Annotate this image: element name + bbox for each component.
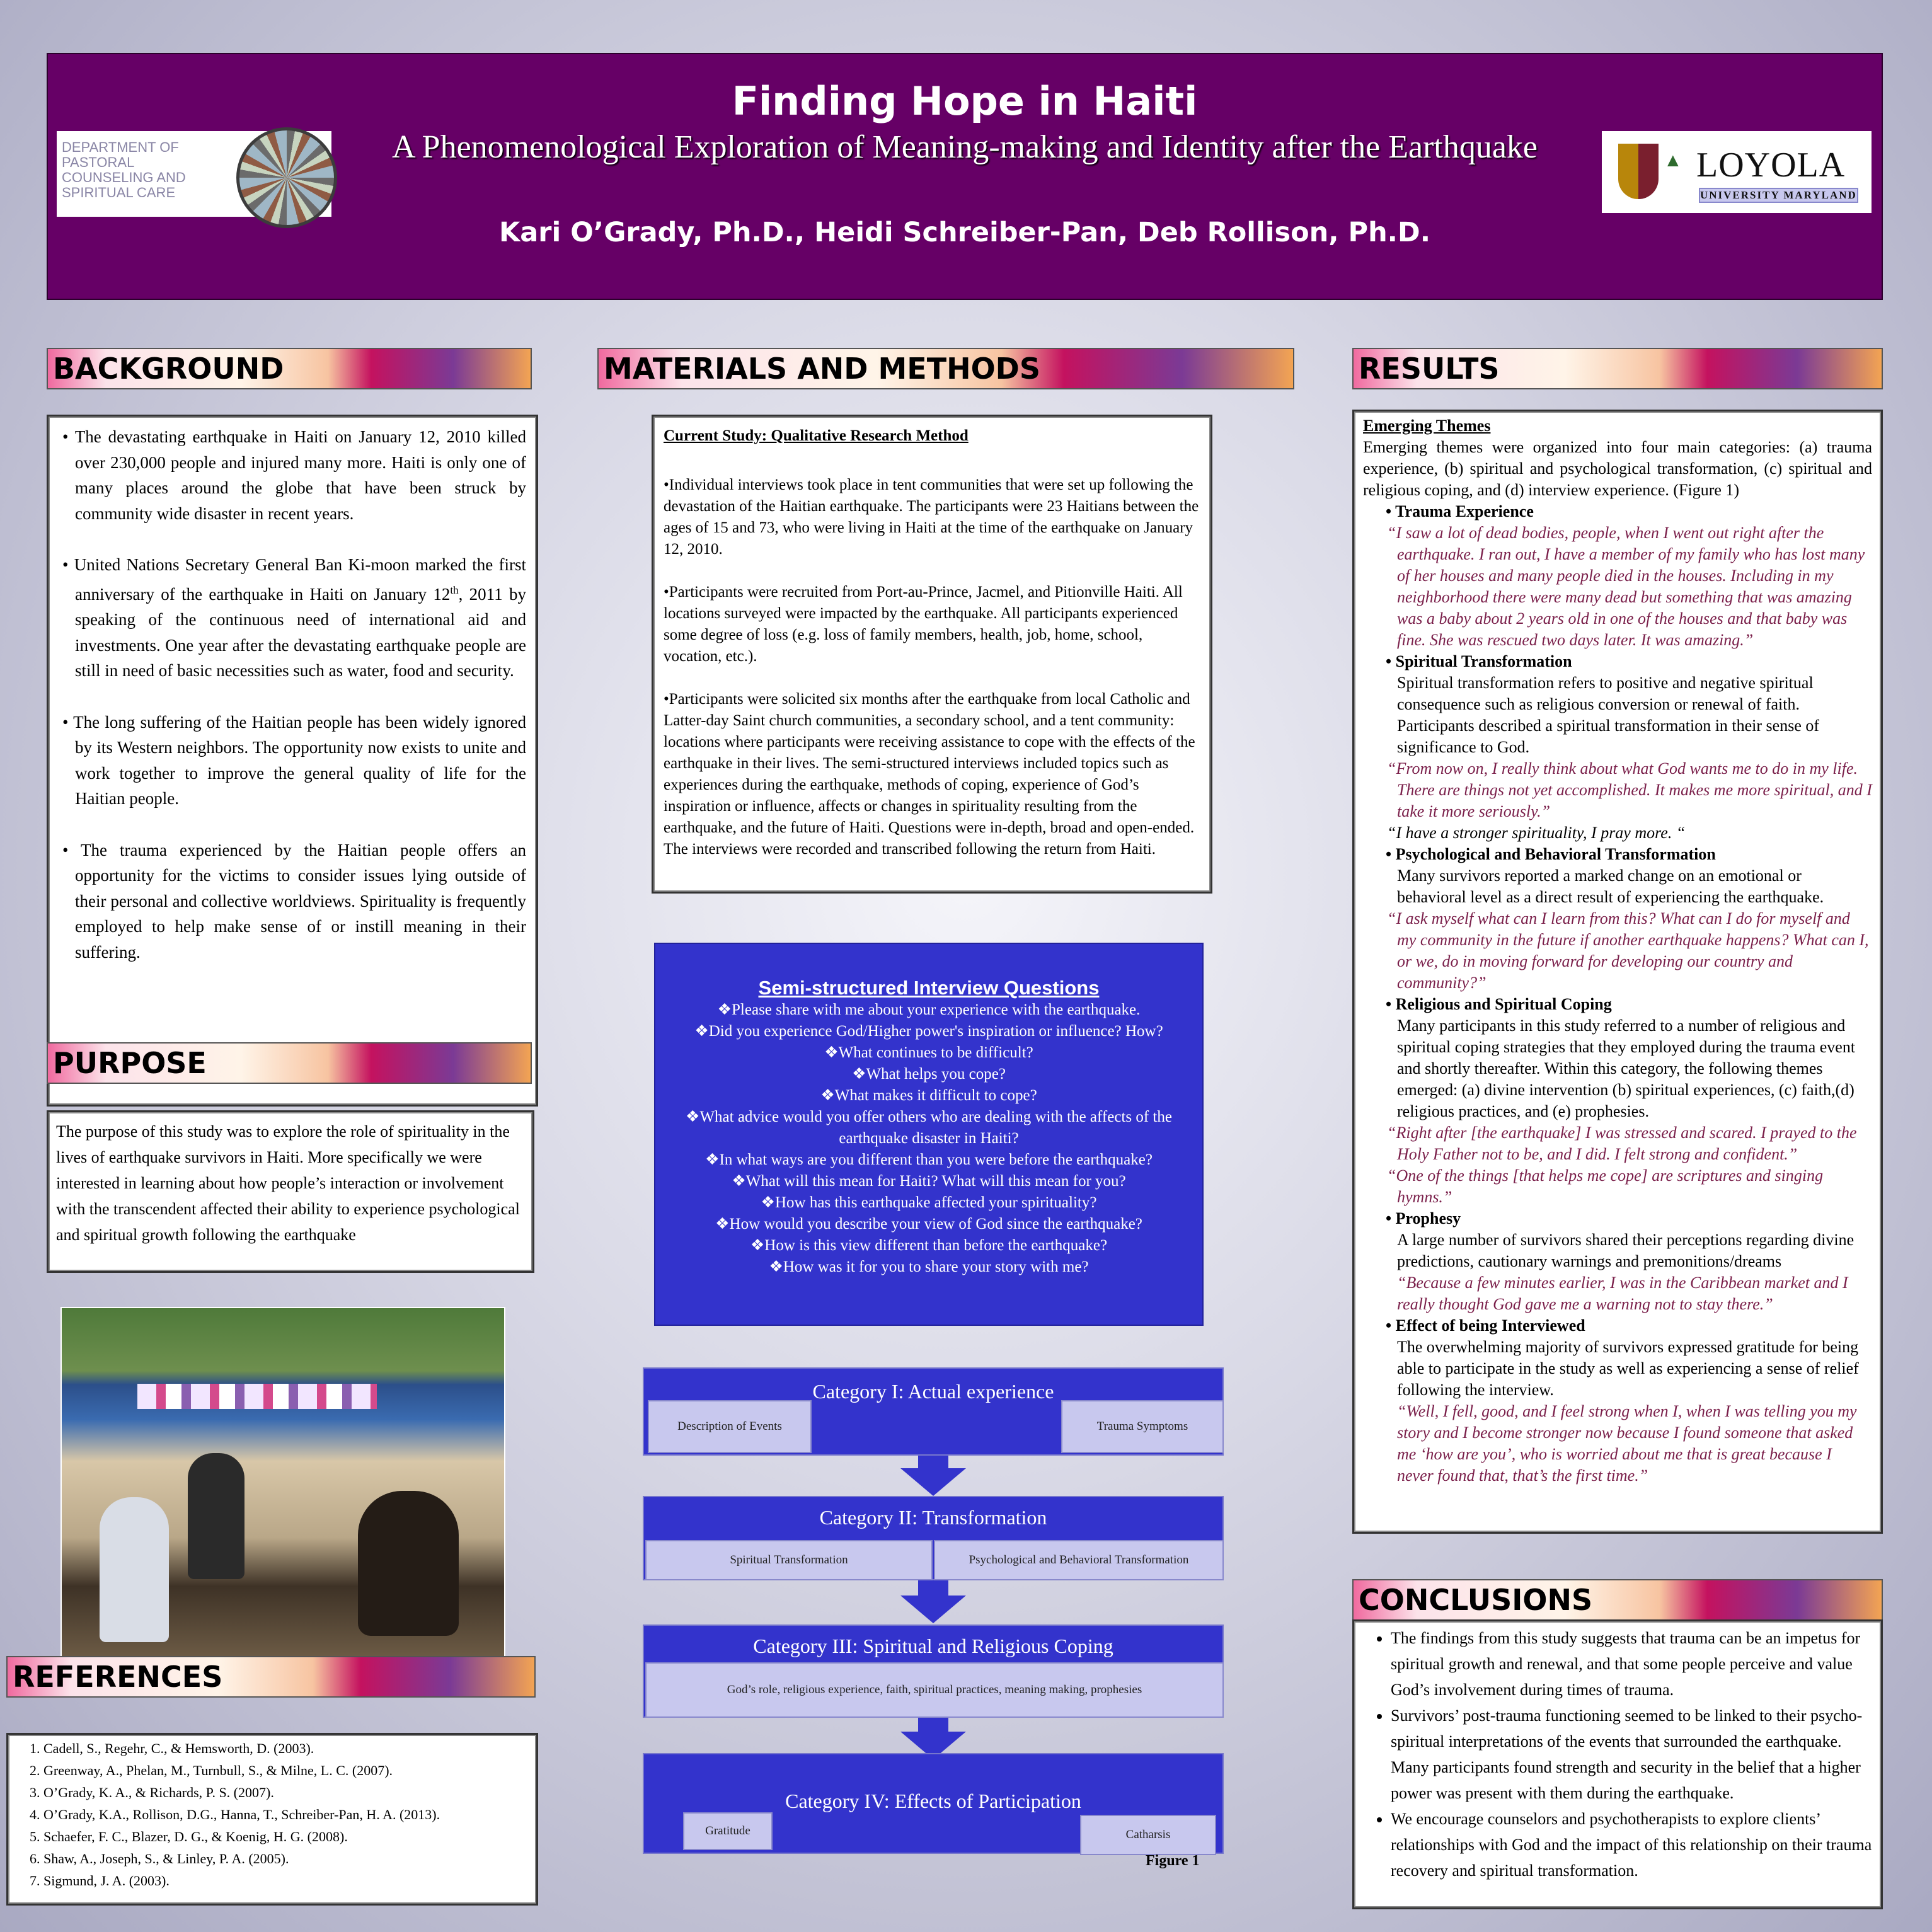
- loyola-logo: [1602, 131, 1872, 213]
- poster-authors: Kari O’Grady, Ph.D., Heidi Schreiber-Pan, Deb Rollison, Ph.D.: [498, 217, 1431, 248]
- tent-community-photo: [60, 1307, 505, 1657]
- category-3-box: [643, 1624, 1224, 1718]
- purpose-box: [47, 1110, 534, 1273]
- conclusion-item: • We encourage counselors and psychotherapists to explore clients’ relationships with God and the impact of this relationship on their trauma recovery and spiritual transformation.: [1391, 1806, 1872, 1883]
- poster-title: Finding Hope in Haiti: [732, 78, 1198, 124]
- results-box: [1352, 410, 1883, 1534]
- theme-description: Spiritual transformation refers to positive and negative spiritual consequence such as religious conversion or renewal of faith. Participants described a spiritual transformation in their sense of significance to God.: [1397, 674, 1820, 756]
- results-intro: Emerging themes were organized into four main categories: (a) trauma experience, (b) spiritual and psychological transformation, (c) spiritual and religious coping, and (d) interview experience. (Figure 1): [1363, 438, 1872, 499]
- quote-psychological: “I ask myself what can I learn from this? What can I do for myself and my community in the future if another earthquake happens? What can I, or we, do in moving forward for developing our country and community?”: [1387, 909, 1869, 992]
- theme-description: Many survivors reported a marked change on an emotional or behavioral level as a direct result of experiencing the earthquake.: [1397, 866, 1824, 906]
- quote-trauma: “I saw a lot of dead bodies, people, when I went out right after the earthquake. I ran out, I have a member of my family who has lost many of her houses and many people died in the houses. Including in my neighborhood there were many dead but something that was amazing was a baby about 2 years old in one of the houses and that baby was fine. She was rescued two days later. It was amazing.”: [1387, 524, 1865, 649]
- quote-spiritual-b: “I have a stronger spirituality, I pray more. “: [1387, 824, 1686, 842]
- flow-arrow: [900, 1596, 966, 1623]
- theme-prophesy: • Prophesy: [1386, 1209, 1461, 1228]
- background-text: [56, 424, 526, 965]
- references-list: [13, 1737, 531, 1892]
- theme-psychological-transformation: • Psychological and Behavioral Transformation: [1386, 845, 1716, 863]
- conclusions-list: [1363, 1625, 1872, 1883]
- methods-box: [652, 415, 1212, 894]
- shield-icon: [1618, 144, 1659, 199]
- quote-coping-b: “One of the things [that helps me cope] are scriptures and singing hymns.”: [1387, 1166, 1824, 1206]
- theme-spiritual-transformation: • Spiritual Transformation: [1386, 652, 1572, 670]
- purpose-text: The purpose of this study was to explore the role of spirituality in the lives of earthquake survivors in Haiti. More specifically we were interested in learning about how people’s interaction or involvement with the transcendent affected their ability to experience psychological and spiritual growth following the earthquake: [56, 1122, 520, 1244]
- category-3-sub-coping: God’s role, religious experience, faith, spiritual practices, meaning making, prophesies: [645, 1662, 1224, 1718]
- loyola-logo-subtitle: UNIVERSITY MARYLAND: [1699, 188, 1858, 203]
- interview-question: ❖What advice would you offer others who are dealing with the affects of the earthquake disaster in Haiti?: [686, 1108, 1172, 1147]
- category-2-label: Category II: Transformation: [819, 1506, 1047, 1529]
- reference-item: 5. Schaefer, F. C., Blazer, D. G., & Koenig, H. G. (2008).: [43, 1826, 531, 1848]
- laundry-line: [137, 1384, 377, 1409]
- interview-question: ❖Did you experience God/Higher power's inspiration or influence? How?: [694, 1023, 1163, 1040]
- conclusions-box: [1352, 1619, 1883, 1909]
- interview-question: ❖What helps you cope?: [852, 1066, 1006, 1083]
- interview-question: ❖Please share with me about your experience with the earthquake.: [717, 1001, 1141, 1018]
- theme-description: Many participants in this study referred to a number of religious and spiritual coping strategies that they employed during the trauma event and shortly thereafter. Within this category, the following themes emerged: (a) divine intervention (b) spiritual experiences, (c) faith,(d) religious practices, and (e) prophesies.: [1397, 1016, 1856, 1120]
- department-logo-text: DEPARTMENT OF PASTORAL COUNSELING AND SPIRITUAL CARE: [62, 139, 186, 200]
- conclusion-item: • Survivors’ post-trauma functioning seemed to be linked to their psycho-spiritual interpretations of the events that surrounded the earthquake. Many participants found strength and security in the belief that a higher power was present with them during the earthquake.: [1391, 1703, 1872, 1806]
- background-box: [47, 415, 538, 1107]
- conclusion-item: • The findings from this study suggests that trauma can be an impetus for spiritual growth and renewal, and that some people perceive and value God’s involvement during times of trauma.: [1391, 1625, 1872, 1703]
- quote-interviewed: “Well, I fell, good, and I feel strong when I, when I was telling you my story and I become stronger now because I found someone that asked me ‘how are you’, who is worried about me that is great because I never found that, that’s the first time.”: [1397, 1402, 1857, 1485]
- purpose-heading: PURPOSE: [47, 1042, 532, 1084]
- interview-question: ❖What will this mean for Haiti? What will this mean for you?: [732, 1173, 1126, 1190]
- interview-questions-box: [654, 943, 1204, 1326]
- flow-arrow: [918, 1456, 948, 1468]
- category-1-sub-trauma: Trauma Symptoms: [1061, 1400, 1224, 1453]
- interview-question: ❖How was it for you to share your story with me?: [769, 1258, 1089, 1275]
- tree-icon: ▲: [1664, 150, 1682, 171]
- reference-item: 4. O’Grady, K.A., Rollison, D.G., Hanna, T., Schreiber-Pan, H. A. (2013).: [43, 1803, 531, 1826]
- methods-paragraph: •Individual interviews took place in tent communities that were set up following the devastation of the Haitian earthquake. The participants were 23 Haitians between the ages of 15 and 73, who were living in Haiti at the time of the earthquake on January 12, 2010.: [664, 476, 1199, 558]
- person-figure: [188, 1453, 244, 1579]
- category-4-sub-catharsis: Catharsis: [1080, 1815, 1216, 1855]
- background-bullet: • The trauma experienced by the Haitian people offers an opportunity for the victims to consider issues lying outside of their personal and collective worldviews. Spirituality is frequently employed to help make sense of or instill meaning in their suffering.: [62, 840, 526, 962]
- interview-question: ❖What makes it difficult to cope?: [820, 1087, 1037, 1104]
- theme-religious-coping: • Religious and Spiritual Coping: [1386, 995, 1612, 1013]
- interview-question: ❖What continues to be difficult?: [824, 1044, 1033, 1061]
- references-heading: REFERENCES: [6, 1656, 536, 1698]
- category-3-label: Category III: Spiritual and Religious Coping: [753, 1635, 1113, 1657]
- theme-trauma-experience: • Trauma Experience: [1386, 502, 1534, 520]
- category-4-sub-gratitude: Gratitude: [683, 1812, 773, 1850]
- interview-question: ❖In what ways are you different than you were before the earthquake?: [705, 1151, 1153, 1168]
- poster-header: [47, 53, 1883, 300]
- results-subheading: Emerging Themes: [1363, 417, 1491, 435]
- department-logo: [57, 131, 331, 217]
- category-1-box: [643, 1367, 1224, 1456]
- reference-item: 3. O’Grady, K. A., & Richards, P. S. (2007).: [43, 1781, 531, 1803]
- stained-glass-icon: [236, 127, 337, 228]
- flow-arrow: [918, 1718, 948, 1732]
- theme-description: The overwhelming majority of survivors expressed gratitude for being able to participate in the study as well as experiencing a sense of relief following the interview.: [1397, 1338, 1859, 1399]
- interview-questions-heading: Semi-structured Interview Questions: [758, 977, 1100, 999]
- category-4-label: Category IV: Effects of Participation: [785, 1790, 1081, 1812]
- flow-arrow: [900, 1468, 966, 1496]
- figure-caption: Figure 1: [1146, 1853, 1200, 1869]
- reference-item: 1. Cadell, S., Regehr, C., & Hemsworth, D. (2003).: [43, 1737, 531, 1759]
- reference-item: 6. Shaw, A., Joseph, S., & Linley, P. A. (2005).: [43, 1848, 531, 1870]
- methods-paragraph: •Participants were recruited from Port-au-Prince, Jacmel, and Pitionville Haiti. All locations surveyed were impacted by the earthquake. All participants experienced some degree of loss (e.g. loss of family members, health, job, home, school, vocation, etc.).: [664, 584, 1183, 665]
- category-2-sub-spiritual: Spiritual Transformation: [645, 1540, 933, 1580]
- background-bullet: • The long suffering of the Haitian people has been widely ignored by its Western neighbors. The opportunity now exists to unite and work together to improve the general quality of life for the Haitian people.: [62, 712, 526, 808]
- interview-question: ❖How would you describe your view of God since the earthquake?: [715, 1216, 1142, 1233]
- references-box: [6, 1733, 538, 1906]
- results-heading: RESULTS: [1352, 348, 1883, 389]
- background-bullet: • United Nations Secretary General Ban Ki-moon marked the first anniversary of the earthquake in Haiti on January 12th, 2011 by speaking of the continuous need of international aid and investments. One year after the devastating earthquake people are still in need of basic necessities such as water, food and security.: [62, 555, 527, 681]
- background-heading: BACKGROUND: [47, 348, 532, 389]
- category-1-sub-description: Description of Events: [648, 1400, 812, 1453]
- person-figure: [358, 1491, 459, 1636]
- materials-methods-heading: MATERIALS AND METHODS: [597, 348, 1294, 389]
- reference-item: 2. Greenway, A., Phelan, M., Turnbull, S., & Milne, L. C. (2007).: [43, 1759, 531, 1781]
- conclusions-heading: CONCLUSIONS: [1352, 1579, 1883, 1621]
- methods-paragraph: •Participants were solicited six months after the earthquake from local Catholic and Latter-day Saint church communities, a secondary school, and a tent community: locations where participants were receiving assistance to cope with the effects of the earthquake in their lives. The semi-structured interviews included topics such as experiences during the earthquake, methods of coping, experience of God’s inspiration or influence, affects or changes in spirituality resulting from the earthquake, and the future of Haiti. Questions were in-depth, broad and open-ended. The interviews were recorded and transcribed following the return from Haiti.: [664, 691, 1195, 858]
- reference-item: 7. Sigmund, J. A. (2003).: [43, 1870, 531, 1892]
- person-figure: [100, 1497, 169, 1642]
- background-bullet: • The devastating earthquake in Haiti on January 12, 2010 killed over 230,000 people and injured many more. Haiti is only one of many places around the globe that have been struck by community wide disaster in recent years.: [62, 427, 526, 523]
- interview-question: ❖How is this view different than before the earthquake?: [750, 1237, 1108, 1254]
- category-4-box: [643, 1753, 1224, 1854]
- category-1-label: Category I: Actual experience: [812, 1380, 1054, 1403]
- poster-subtitle: A Phenomenological Exploration of Meaning-making and Identity after the Earthquake: [391, 129, 1538, 165]
- flow-arrow: [918, 1580, 948, 1596]
- theme-description: A large number of survivors shared their perceptions regarding divine predictions, cautionary warnings and premonitions/dreams: [1397, 1231, 1854, 1270]
- loyola-logo-name: LOYOLA: [1696, 146, 1846, 185]
- quote-coping-a: “Right after [the earthquake] I was stressed and scared. I prayed to the Holy Father not to be, and I did. I felt strong and confident.”: [1387, 1124, 1857, 1163]
- category-2-box: [643, 1496, 1224, 1580]
- quote-spiritual-a: “From now on, I really think about what God wants me to do in my life. There are things not yet accomplished. It makes me more spiritual, and I take it more seriously.”: [1387, 759, 1872, 820]
- category-2-sub-psychological: Psychological and Behavioral Transformation: [934, 1540, 1224, 1580]
- methods-subheading: Current Study: Qualitative Research Method: [664, 427, 969, 444]
- interview-question: ❖How has this earthquake affected your spirituality?: [761, 1194, 1097, 1211]
- quote-prophesy: “Because a few minutes earlier, I was in the Caribbean market and I really thought God gave me a warning not to stay there.”: [1397, 1274, 1848, 1313]
- theme-effect-interviewed: • Effect of being Interviewed: [1386, 1316, 1585, 1335]
